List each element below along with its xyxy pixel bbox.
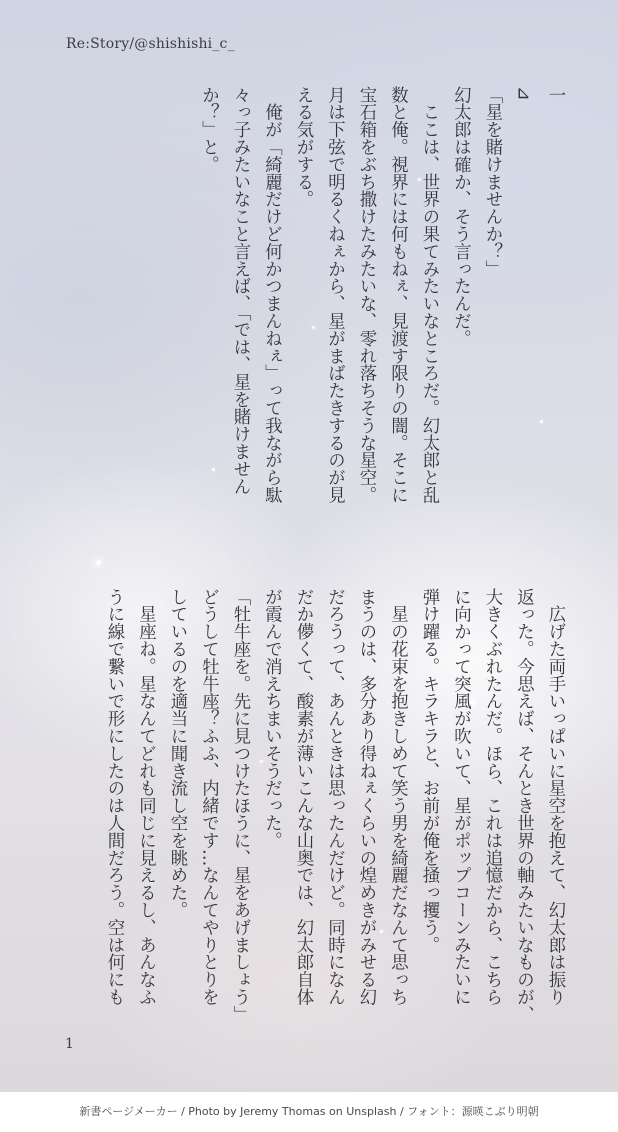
text-line: に向かって突風が吹いて、星がポップコーンみたいに bbox=[450, 588, 471, 1006]
text-line: が霞んで消えちまいそうだった。 bbox=[261, 588, 282, 849]
text-line: 弾け躍る。キラキラと、お前が俺を掻っ攫う。 bbox=[419, 588, 439, 954]
text-line: 数と俺。視界には何もねぇ、見渡す限りの闇。そこに bbox=[387, 86, 408, 504]
page-header: Re:Story/@shishishi_c_ bbox=[66, 36, 235, 52]
text-line: 宝石箱をぶち撒けたみたいな、零れ落ちそうな星空。 bbox=[356, 86, 376, 504]
page-number: 1 bbox=[65, 1036, 74, 1052]
text-line: 幻太郎は確か、そう言ったんだ。 bbox=[450, 86, 471, 347]
text-line: 々っ子みたいなこと言えば、「では、星を賭けません bbox=[230, 86, 250, 495]
text-line: どうして牡牛座？ふふ、内緒です…なんてやりとりを bbox=[198, 588, 219, 1006]
credits-footer: 新書ページメーカー / Photo by Jeremy Thomas on Unsplash / フォント：源暎こぶり明朝 bbox=[0, 1092, 618, 1132]
text-line: 月は下弦で明るくねぇから、星がまばたきするのが見 bbox=[324, 86, 345, 504]
text-line: まうのは、多分あり得ねぇくらいの煌めきがみせる幻 bbox=[356, 588, 376, 1006]
text-line: しているのを適当に聞き流し空を眺めた。 bbox=[167, 588, 187, 919]
text-line: 大きくぶれたんだ。ほら、これは追憶だから、こちら bbox=[482, 588, 502, 1006]
text-line: だか儚くて、酸素が薄いこんな山奥では、幻太郎自体 bbox=[293, 588, 313, 1006]
text-line: か？」と。 bbox=[198, 86, 219, 173]
text-block-upper bbox=[192, 86, 570, 526]
text-line: 星座ね。星なんてどれも同じに見えるし、あんなふ bbox=[135, 588, 156, 1006]
text-line: ここは、世界の果てみたいなところだ。幻太郎と乱 bbox=[419, 86, 439, 504]
sparkle-decoration bbox=[96, 560, 101, 565]
text-line: える気がする。 bbox=[293, 86, 313, 208]
text-block-lower bbox=[98, 588, 571, 1023]
text-line: 返った。今思えば、そんとき世界の軸みたいなものが、 bbox=[513, 588, 534, 1023]
text-line: 「星を賭けませんか？」 bbox=[482, 86, 502, 278]
text-line: 一 bbox=[545, 86, 565, 104]
text-line: 広げた両手いっぱいに星空を抱えて、幻太郎は振り bbox=[545, 588, 565, 1006]
text-line: 俺が「綺麗だけど何かつまんねぇ」って我ながら駄 bbox=[261, 86, 282, 504]
text-line: 星の花束を抱きしめて笑う男を綺麗だなんて思っち bbox=[387, 588, 408, 1006]
text-line: うに線で繋いで形にしたのは人間だろう。空は何にも bbox=[104, 588, 124, 1006]
text-line: 「牡牛座を。先に見つけたほうに、星をあげましょう」 bbox=[230, 588, 250, 1023]
text-line: ⊿ bbox=[513, 86, 534, 101]
text-line: だろうって、あんときは思ったんだけど。同時になん bbox=[324, 588, 345, 1006]
